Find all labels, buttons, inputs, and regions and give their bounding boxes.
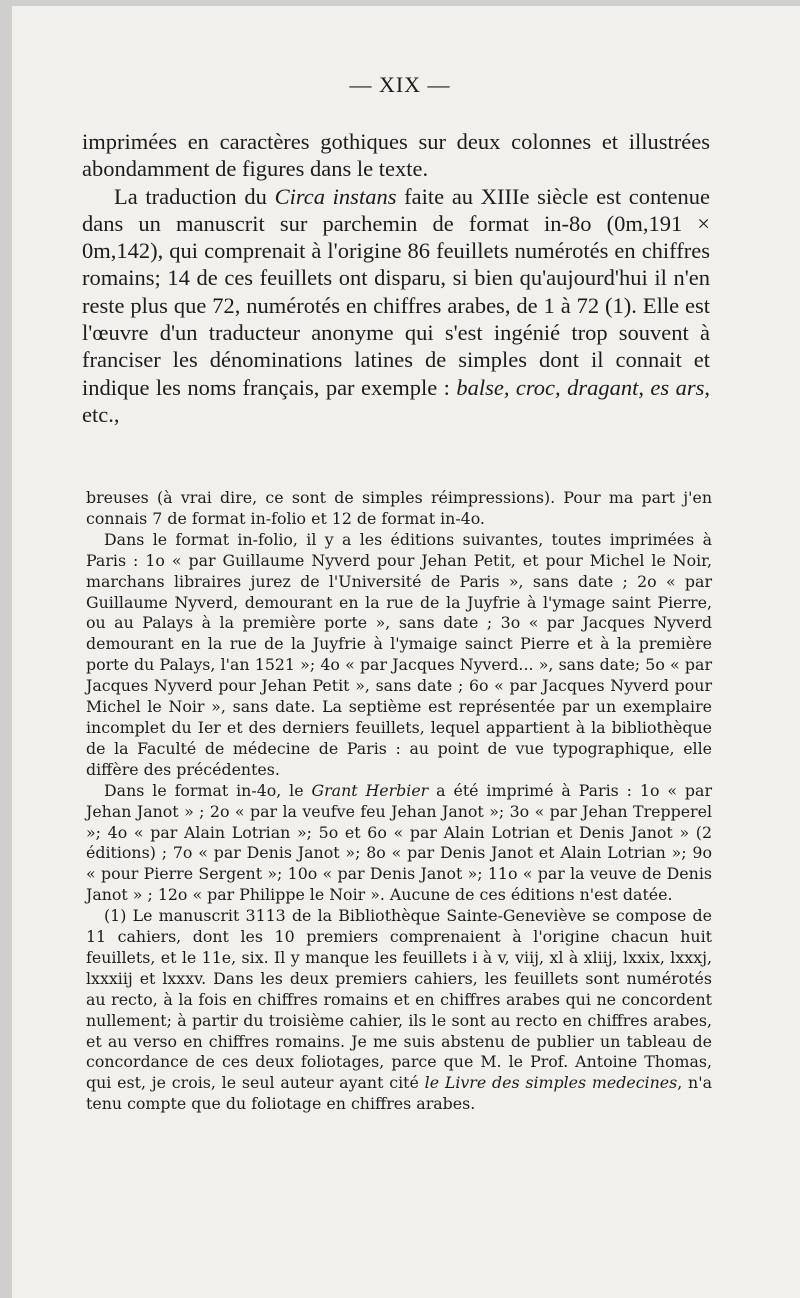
footnotes [86, 488, 712, 1115]
footnote-in-4 [86, 781, 712, 906]
footnote-1-part-b: , n'a tenu compte que du foliotage en chiffres arabes. [86, 1073, 712, 1114]
paragraph-2 [82, 183, 710, 429]
footnote-in-folio: Dans le format in-folio, il y a les éditions suivantes, toutes imprimées à Paris : 1o « par Guillaume Nyverd pour Jehan Petit, et pour Michel le Noir, marchans libraires jurez de l'Université de Paris », sans date ; 2o « par Guillaume Nyverd, demourant en la rue de la Juyfrie à l'ymage saint Pierre, ou au Palays à la première porte », sans date ; 3o « par Jacques Nyverd demourant en la rue de la Juyfrie à l'ymaige sainct Pierre et à la première porte du Palays, l'an 1521 »; 4o « par Jacques Nyverd... », sans date; 5o « par Jacques Nyverd pour Jehan Petit », sans date ; 6o « par Jacques Nyverd pour Michel le Noir », sans date. La septième est représentée par un exemplaire incomplet du Ier et des derniers feuillets, lequel appartient à la bibliothèque de la Faculté de médecine de Paris : au point de vue typographique, elle diffère des précédentes. [86, 529, 712, 779]
footnote-continuation: breuses (à vrai dire, ce sont de simples réimpressions). Pour ma part j'en connais 7 de format in-folio et 12 de format in-4o. [86, 488, 712, 528]
paragraph-2-part-b: faite au XIIIe siècle est contenue dans un manuscrit sur parchemin de format in-8o (0m,191 × 0m,142), qui comprenait à l'origine 86 feuillets numérotés en chiffres romains; 14 de ces feuillets ont disparu, si bien qu'aujourd'hui il n'en reste plus que 72, numérotés en chiffres arabes, de 1 à 72 (1). Elle est l'œuvre d'un traducteur anonyme qui s'est ingénié trop souvent à franciser les dénominations latines de simples dont il connait et indique les noms français, par exemple : [82, 183, 711, 400]
paragraph-2-part-a: La traduction du [114, 183, 275, 209]
paragraph-1: imprimées en caractères gothiques sur deux colonnes et illustrées abondamment de figures dans le texte. [82, 129, 710, 182]
work-title-livre-des-simples: le Livre des simples medecines [424, 1073, 678, 1093]
footnote-in-4-part-a: Dans le format in-4o, le [104, 780, 312, 800]
main-text [82, 128, 710, 428]
page-number: — XIX — [349, 72, 451, 97]
example-names: balse, croc, dragant, es ars [456, 374, 705, 400]
footnote-1 [86, 906, 712, 1115]
footnote-1-part-a: (1) Le manuscrit 3113 de la Bibliothèque Sainte-Geneviève se compose de 11 cahiers, dont les 10 premiers comprenaient à l'origine chacun huit feuillets, et le 11e, six. Il y manque les feuillets i à v, viij, xl à xliij, lxxix, lxxxj, lxxxiij et lxxxv. Dans les deux premiers cahiers, les feuillets sont numérotés au recto, à la fois en chiffres romains et en chiffres arabes qui ne concordent nullement; à partir du troisième cahier, ils le sont au recto en chiffres arabes, et au verso en chiffres romains. Je me suis abstenu de publier un tableau de concordance de ces deux foliotages, parce que M. le Prof. Antoine Thomas, qui est, je crois, le seul auteur ayant cité [86, 906, 712, 1093]
work-title-grant-herbier: Grant Herbier [311, 780, 429, 800]
footnote-in-4-part-b: a été imprimé à Paris : 1o « par Jehan Janot » ; 2o « par la veufve feu Jehan Janot »; 3o « par Jehan Trepperel »; 4o « par Alain Lotrian »; 5o et 6o « par Alain Lotrian et Denis Janot » (2 éditions) ; 7o « par Denis Janot »; 8o « par Denis Janot et Alain Lotrian »; 9o « pour Pierre Sergent »; 10o « par Denis Janot »; 11o « par la veuve de Denis Janot » ; 12o « par Philippe le Noir ». Aucune de ces éditions n'est datée. [86, 780, 713, 905]
work-title-circa-instans: Circa instans [274, 183, 397, 209]
paragraph-2-part-c: , etc., [82, 374, 710, 427]
